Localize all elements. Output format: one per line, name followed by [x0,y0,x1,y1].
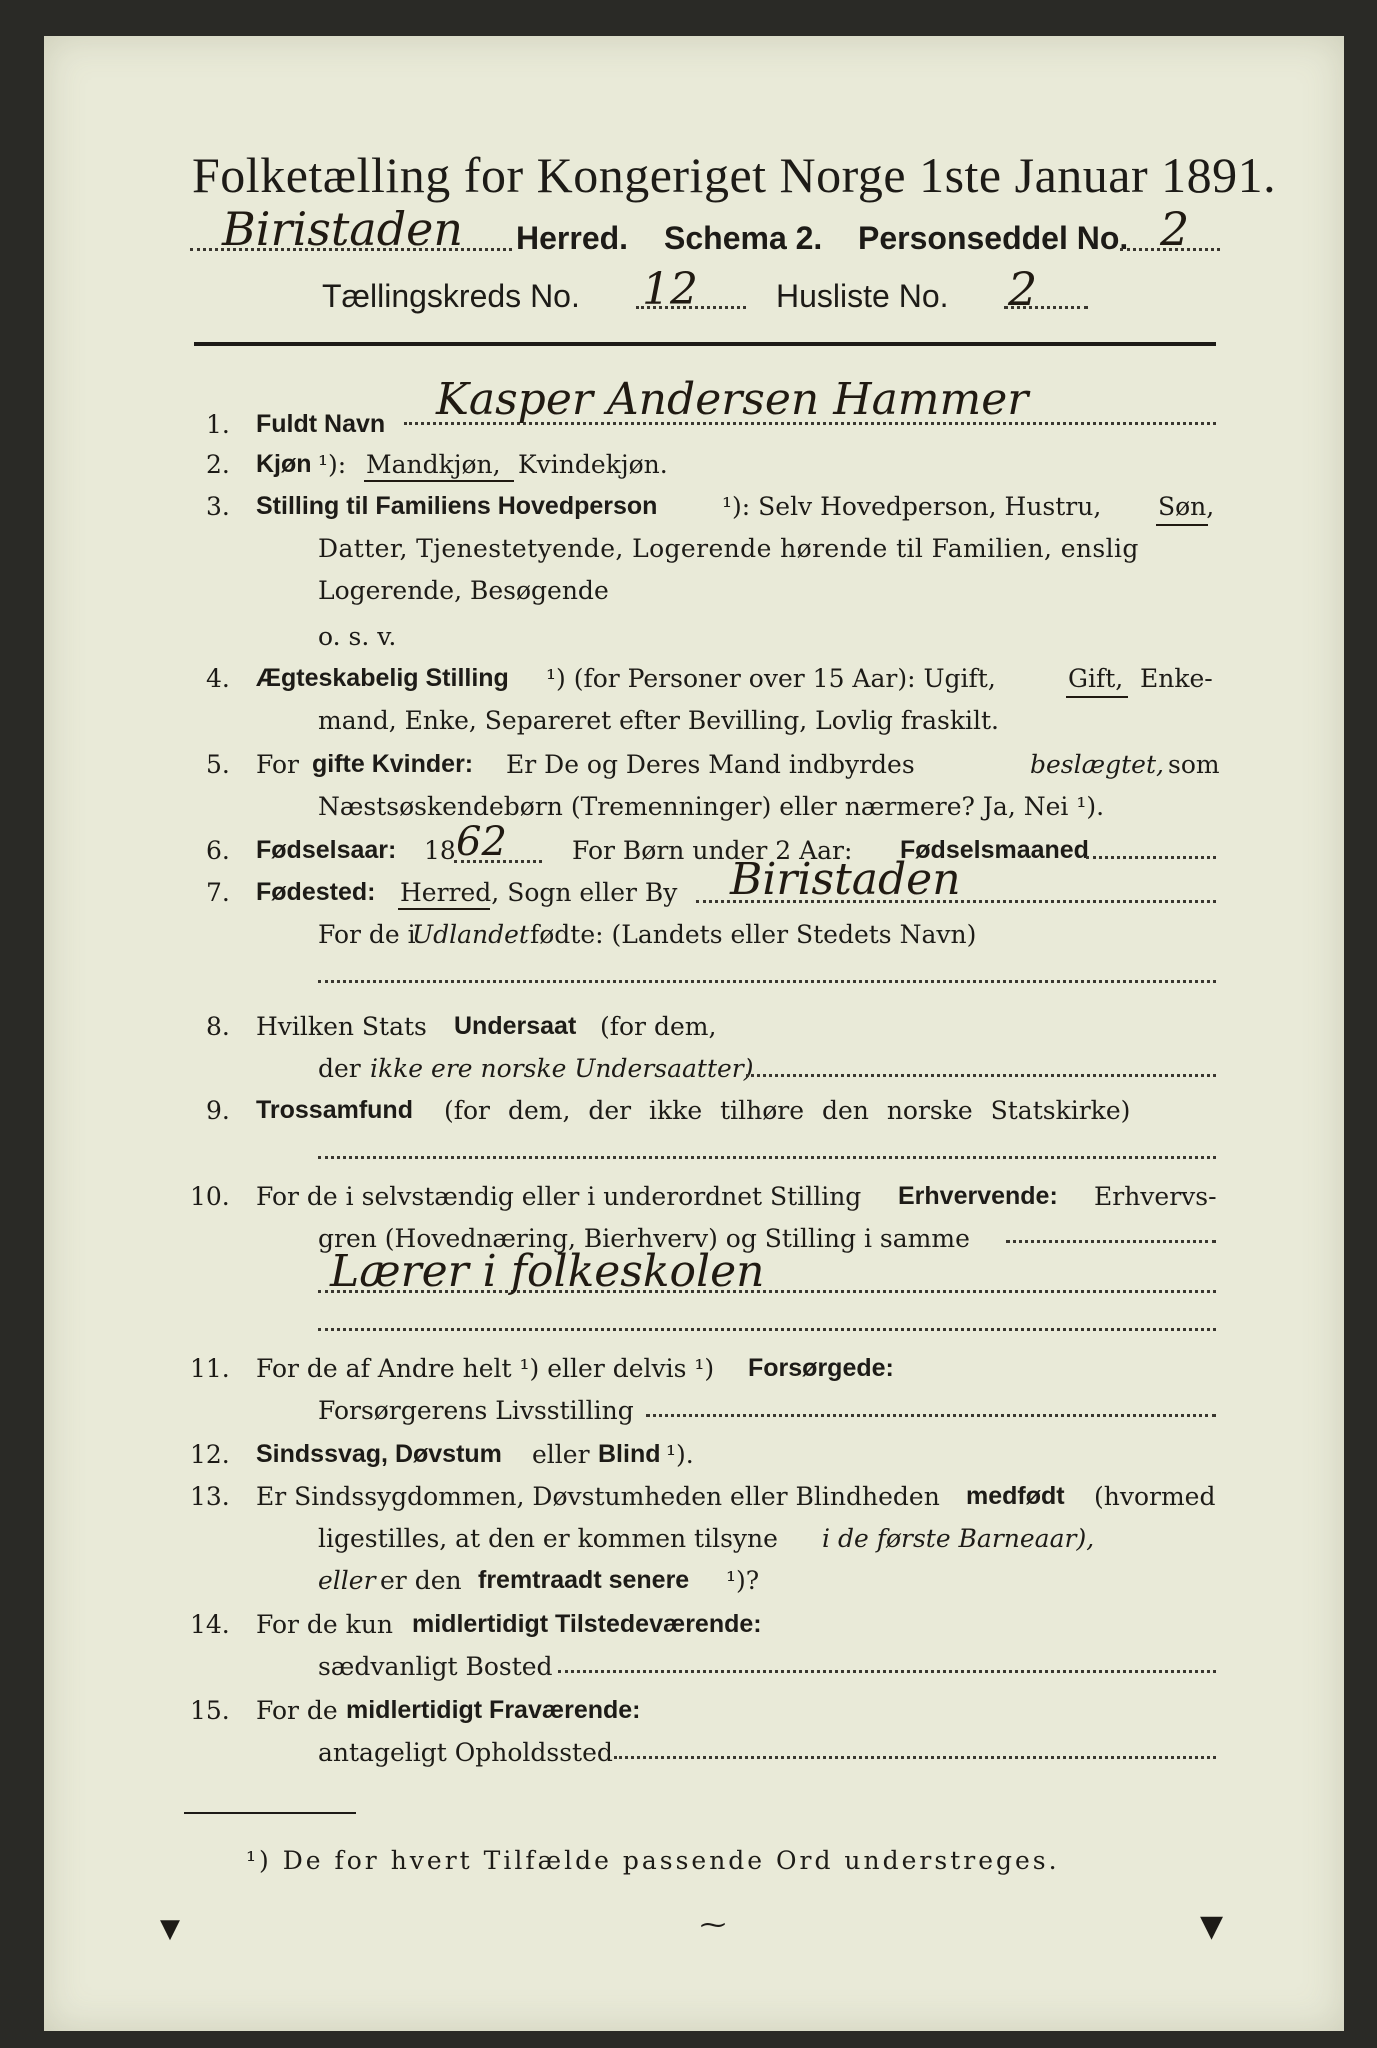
herred-handwritten: Biristaden [222,202,464,256]
item-4-line-1: ¹) (for Personer over 15 Aar): Ugift, [546,664,996,693]
item-3-line-1: ¹): Selv Hovedperson, Hustru, [722,492,1102,521]
item-13-number: 13. [190,1482,230,1511]
item-8-line-1c: (for dem, [600,1012,717,1041]
item-7-number: 7. [206,878,230,907]
form-title: Folketælling for Kongeriget Norge 1ste Januar 1891. [192,147,1277,203]
item-6-number: 6. [206,836,230,865]
item-2-sup: ¹): [318,450,347,479]
item-3-line-3: Logerende, Besøgende [318,576,609,605]
item-10-fill-line-3 [318,1328,1216,1331]
item-13-line-2a: ligestilles, at den er kommen tilsyne [318,1524,778,1553]
item-11-number: 11. [190,1354,230,1383]
item-5-line-2: Næstsøskendebørn (Tremenninger) eller nærmere? Ja, Nei ¹). [318,792,1105,821]
item-2-number: 2. [206,450,230,479]
husliste-label: Husliste No. [776,278,949,314]
item-4-underline-gift [1066,696,1128,698]
item-6-maaned-label: Fødselsmaaned [900,836,1089,864]
item-8-line-1b: Undersaat [454,1012,577,1040]
item-8-fill-line [746,1074,1216,1077]
item-7-line-2b: Udlandet [412,920,529,949]
item-6-label: Fødselsaar: [256,836,397,864]
item-10-occupation-value: Lærer i folkeskolen [330,1246,765,1297]
item-6-maaned-fill [1086,856,1216,859]
schema-label: Schema 2. [664,220,823,256]
herred-label: Herred. [516,220,629,256]
item-3-label: Stilling til Familiens Hovedperson [256,492,658,520]
item-14-line-2: sædvanligt Bosted [318,1652,553,1681]
item-4-number: 4. [206,664,230,693]
item-11-line-1a: For de af Andre helt ¹) eller delvis ¹) [256,1354,715,1383]
item-2-option-mandkjon: Mandkjøn, [366,450,501,479]
item-1-number: 1. [206,410,230,439]
item-5-label: gifte Kvinder: [312,750,474,778]
item-5-som: som [1168,750,1220,779]
item-9-line-1: (for dem, der ikke tilhøre den norske Statskirke) [444,1096,1131,1125]
item-5-pre: For [256,750,299,779]
item-12-number: 12. [190,1440,230,1469]
item-6-year-prefix: 18 [424,836,456,865]
item-15-number: 15. [190,1696,230,1725]
item-8-number: 8. [206,1012,230,1041]
kreds-label: Tællingskreds No. [322,278,580,314]
item-12-label-2: Blind [598,1440,661,1468]
item-12-label: Sindssvag, Døvstum [256,1440,502,1468]
item-14-fill-line [558,1670,1216,1673]
item-7-line-2c: fødte: (Landets eller Stedets Navn) [530,920,977,949]
item-13-line-3a: eller [318,1566,376,1595]
item-14-line-1b: midlertidigt Tilstedeværende: [412,1610,762,1638]
item-4-label: Ægteskabelig Stilling [256,664,509,692]
personseddel-label: Personseddel No. [858,220,1129,256]
item-7-underline-herred [398,908,490,910]
item-12-mid: eller [532,1440,590,1469]
item-10-fill-line [1006,1240,1216,1243]
item-3-option-son: Søn, [1158,492,1215,521]
item-7-birthplace-value: Biristaden [730,854,961,905]
item-9-number: 9. [206,1096,230,1125]
item-9-label: Trossamfund [256,1096,413,1124]
footnote-rule [184,1812,356,1814]
corner-mark-right-icon: ▼ [1200,1909,1224,1944]
item-4-option-gift: Gift, [1068,664,1124,693]
corner-mark-left-icon: ▼ [160,1914,180,1944]
item-6-year-value: 62 [456,819,507,865]
item-11-line-2: Forsørgerens Livsstilling [318,1396,634,1425]
item-11-fill-line [646,1414,1216,1417]
item-12-end: ¹). [666,1440,694,1469]
item-10-line-1b: Erhvervende: [898,1182,1058,1210]
item-3-underline-son [1156,524,1208,526]
item-2-option-kvindekjon: Kvindekjøn. [518,450,668,479]
item-13-line-1b: medfødt [966,1482,1065,1510]
item-13-line-1c: (hvormed [1094,1482,1216,1511]
item-8-line-2b: ikke ere norske Undersaatter) [370,1054,754,1083]
item-8-line-2a: der [318,1054,361,1083]
footnote: ¹) De for hvert Tilfælde passende Ord understreges. [246,1846,1060,1875]
item-14-line-1a: For de kun [256,1610,394,1639]
item-3-line-4: o. s. v. [318,622,397,651]
item-1-name-value: Kasper Andersen Hammer [436,374,1029,425]
item-13-line-1a: Er Sindssygdommen, Døvstumheden eller Blindheden [256,1482,940,1511]
item-15-line-2: antageligt Opholdssted [318,1738,613,1767]
item-8-line-1a: Hvilken Stats [256,1012,427,1041]
item-3-number: 3. [206,492,230,521]
item-14-number: 14. [190,1610,230,1639]
item-10-line-1c: Erhvervs- [1094,1182,1217,1211]
item-10-line-1a: For de i selvstændig eller i underordnet Stilling [256,1182,862,1211]
husliste-value: 2 [1008,262,1038,316]
personseddel-value: 2 [1160,202,1190,256]
item-7-label: Fødested: [256,878,376,906]
item-13-line-2b: i de første Barneaar), [822,1524,1095,1553]
item-7-line-1: Herred, Sogn eller By [400,878,678,907]
item-3-line-2: Datter, Tjenestetyende, Logerende hørende til Familien, enslig [318,534,1139,563]
item-2-underline-mandkjon [364,480,514,482]
item-9-fill-line [318,1156,1216,1159]
item-2-label: Kjøn [256,450,312,478]
item-7-line-2a: For de i [318,920,416,949]
item-7-fill-line-2 [318,980,1216,983]
item-10-line-2: gren (Hovednæring, Bierhverv) og Stilling i samme [318,1224,970,1253]
item-5-number: 5. [206,750,230,779]
item-10-number: 10. [190,1182,230,1211]
item-15-line-1b: midlertidigt Fraværende: [346,1696,641,1724]
item-13-line-3d: ¹)? [726,1566,760,1595]
item-4-line-2: mand, Enke, Separeret efter Bevilling, Lovlig fraskilt. [318,706,999,735]
item-1-label: Fuldt Navn [256,410,386,438]
item-4-option-enke: Enke- [1140,664,1213,693]
item-15-line-1a: For de [256,1696,338,1725]
item-11-line-1b: Forsørgede: [748,1354,894,1382]
item-5-line-1: Er De og Deres Mand indbyrdes [506,750,915,779]
item-13-line-3c: fremtraadt senere [478,1566,690,1594]
item-15-fill-line [614,1756,1216,1759]
item-13-line-3b: er den [380,1566,462,1595]
item-6-mid: For Børn under 2 Aar: [572,836,853,865]
item-5-beslaegtet: beslægtet, [1030,750,1164,779]
corner-mark-center-icon: ⁓ [700,1910,726,1940]
header-rule [194,342,1216,346]
kreds-value: 12 [642,264,698,315]
